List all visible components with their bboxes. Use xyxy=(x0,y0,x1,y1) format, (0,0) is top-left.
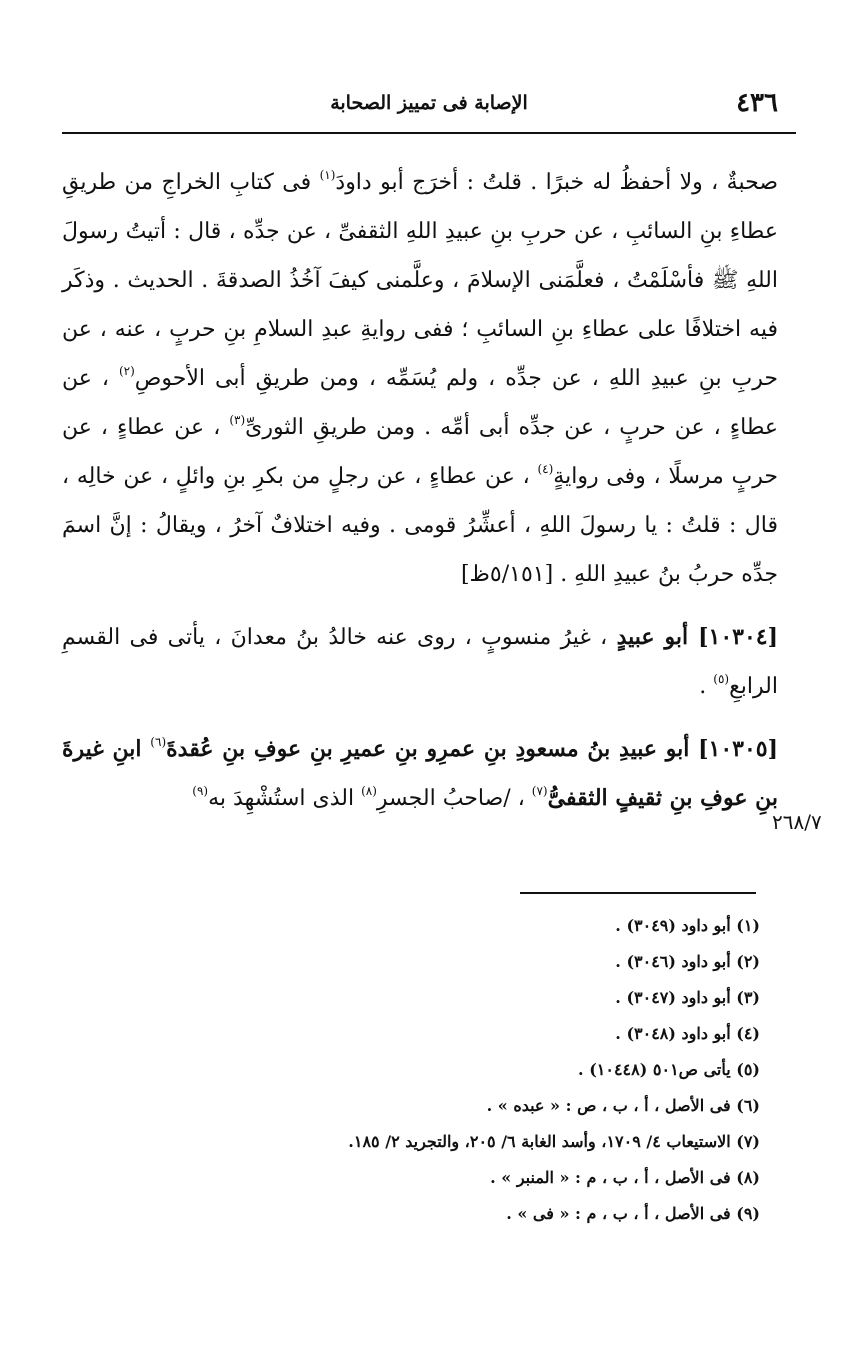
text-segment: ، عن عطاءٍ ، عن رجلٍ من بكرِ بنِ وائلٍ ، عن خالِه ، قال : قلتُ : يا رسولَ اللهِ ، أعشِّرُ قومى . وفيه اختلافٌ آخرُ ، ويقالُ : إنَّ اسمَ جدِّه حربُ بنُ عبيدِ اللهِ . xyxy=(62,464,778,587)
entry-name: أبو عبيدٍ xyxy=(616,624,699,650)
entry-10305 xyxy=(62,725,778,823)
footnote: (٨) فى الأصل ، أ ، ب ، م : « المنبر » . xyxy=(490,1168,760,1187)
footnote-rule xyxy=(520,892,756,894)
footnote: (٩) فى الأصل ، أ ، ب ، م : « فى » . xyxy=(506,1204,760,1223)
page-number: ٤٣٦ xyxy=(736,88,778,118)
text-segment: ، عن عطاءٍ ، عن حربٍ مرسلًا ، وفى روايةٍ xyxy=(62,415,778,489)
header-rule xyxy=(62,132,796,134)
footnote-marker: (٦) xyxy=(150,735,167,749)
text-segment: فى كتابِ الخراجِ من طريقِ عطاءِ بنِ السائبِ ، عن حربِ بنِ عبيدِ اللهِ الثقفىِّ ، عن جدِّه ، قال : أتيتُ رسولَ اللهِ ﷺ فأسْلَمْتُ ، فعلَّمَنى الإسلامَ ، وعلَّمنى كيفَ آخُذُ الصدقةَ . الحديث . وذكَر فيه اختلافًا على عطاءِ بنِ السائبِ ؛ ففى روايةِ عبدِ السلامِ بنِ حربٍ ، عنه ، عن حربِ بنِ عبيدِ اللهِ ، عن جدِّه ، ولم يُسَمِّه ، ومن طريقِ أبى الأحوصِ xyxy=(62,170,779,391)
text-segment: . xyxy=(699,674,714,699)
page-header xyxy=(62,78,796,128)
footnote-marker: (١) xyxy=(319,168,336,182)
text-segment: صحبةٌ ، ولا أحفظُ له خبرًا . قلتُ : أخرَج أبو داودَ xyxy=(335,170,779,195)
footnote-marker: (٤) xyxy=(537,462,554,476)
footnote-marker: (٢) xyxy=(118,364,135,378)
footnote-marker: (٨) xyxy=(361,784,377,798)
footnote-marker: (٧) xyxy=(531,784,548,798)
margin-reference: ٢٦٨/٧ xyxy=(772,810,822,834)
running-title: الإصابة فى تمييز الصحابة xyxy=(330,92,528,114)
manuscript-ref: [٥/١٥١ظ] xyxy=(460,562,554,587)
entry-name: أبو عبيدِ بنُ مسعودِ بنِ عمرِو بنِ عميرِ بنِ عوفِ بنِ عُقدةَ xyxy=(166,736,699,762)
footnote: (٤) أبو داود (٣٠٤٨) . xyxy=(615,1024,760,1043)
footnote: (١) أبو داود (٣٠٤٩) . xyxy=(615,916,760,935)
text-segment: الذى استُشْهِدَ به xyxy=(208,786,362,811)
main-text xyxy=(62,158,778,823)
entry-10304 xyxy=(62,613,778,711)
text-segment: ، غيرُ منسوبٍ ، روى عنه خالدُ بنُ معدانَ ، يأتى فى القسمِ الرابعِ xyxy=(62,625,778,699)
footnote: (٧) الاستيعاب ٤/ ١٧٠٩، وأسد الغابة ٦/ ٢٠٥، والتجريد ٢/ ١٨٥. xyxy=(348,1132,760,1151)
footnote-marker: (٣) xyxy=(229,413,246,427)
entry-number: [١٠٣٠٤] xyxy=(698,624,779,650)
text-segment: ، /صاحبُ الجسرِ xyxy=(376,786,532,811)
footnote: (٦) فى الأصل ، أ ، ب ، ص : « عبده » . xyxy=(486,1096,760,1115)
footnote: (٣) أبو داود (٣٠٤٧) . xyxy=(615,988,760,1007)
text-segment: ، عن عطاءٍ ، عن حربٍ ، عن جدِّه أبى أمِّه . ومن طريقِ الثورىِّ xyxy=(62,366,779,440)
footnote: (٢) أبو داود (٣٠٤٦) . xyxy=(615,952,760,971)
footnote: (٥) يأتى ص٥٠١ (١٠٤٤٨) . xyxy=(578,1060,760,1079)
footnotes xyxy=(62,908,760,1232)
footnote-marker: (٥) xyxy=(713,672,730,686)
paragraph xyxy=(62,158,778,599)
entry-number: [١٠٣٠٥] xyxy=(698,736,779,762)
entry-name-continued: ابنِ غيرةَ بنِ عوفِ بنِ ثقيفٍ الثقفىُّ xyxy=(62,736,778,811)
footnote-marker: (٩) xyxy=(192,784,209,798)
